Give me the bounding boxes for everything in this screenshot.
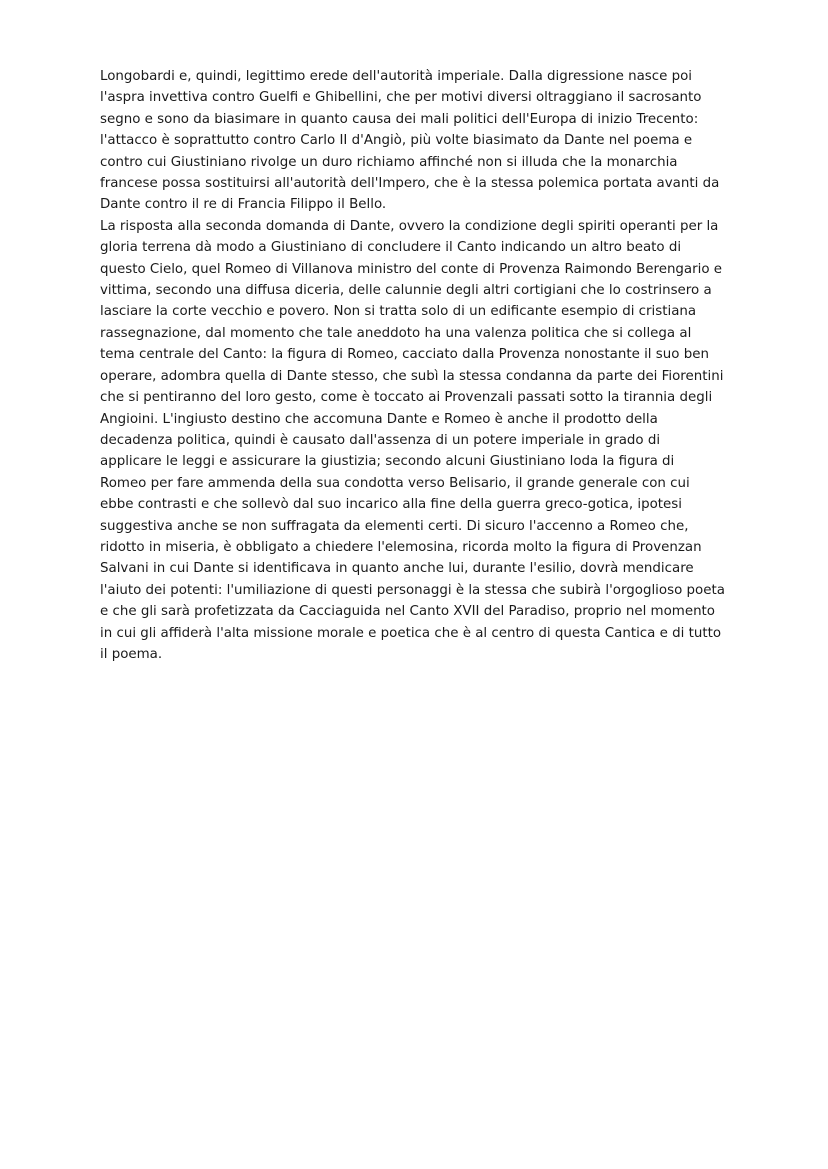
text-line: e che gli sarà profetizzata da Cacciaguida nel Canto XVII del Paradiso, proprio nel momento xyxy=(100,604,715,620)
text-line: che si pentiranno del loro gesto, come è toccato ai Provenzali passati sotto la tirannia degli xyxy=(100,390,713,406)
text-line: l'aiuto dei potenti: l'umiliazione di questi personaggi è la stessa che subirà l'orgoglioso poeta xyxy=(100,582,725,598)
text-line: tema centrale del Canto: la figura di Romeo, cacciato dalla Provenza nonostante il suo ben xyxy=(100,347,709,363)
text-line: Angioini. L'ingiusto destino che accomuna Dante e Romeo è anche il prodotto della xyxy=(100,411,658,427)
text-line: Salvani in cui Dante si identificava in quanto anche lui, durante l'esilio, dovrà mendicare xyxy=(100,561,694,577)
text-line: applicare le leggi e assicurare la giustizia; secondo alcuni Giustiniano loda la figura di xyxy=(100,454,675,470)
text-line: ebbe contrasti e che sollevò dal suo incarico alla fine della guerra greco-gotica, ipotesi xyxy=(100,497,682,513)
text-line: vittima, secondo una diffusa diceria, delle calunnie degli altri cortigiani che lo costrinsero a xyxy=(100,283,712,299)
text-line: contro cui Giustiniano rivolge un duro richiamo affinché non si illuda che la monarchia xyxy=(100,154,678,170)
text-line: decadenza politica, quindi è causato dall'assenza di un potere imperiale in grado di xyxy=(100,432,661,448)
text-line: suggestiva anche se non suffragata da elementi certi. Di sicuro l'accenno a Romeo che, xyxy=(100,518,689,534)
text-line: La risposta alla seconda domanda di Dante, ovvero la condizione degli spiriti operanti per la xyxy=(100,218,719,234)
body-text xyxy=(100,66,738,665)
text-line: l'attacco è soprattutto contro Carlo II d'Angiò, più volte biasimato da Dante nel poema e xyxy=(100,133,693,149)
text-line: Dante contro il re di Francia Filippo il Bello. xyxy=(100,197,387,213)
text-line: questo Cielo, quel Romeo di Villanova ministro del conte di Provenza Raimondo Berengario e xyxy=(100,261,723,277)
text-line: ridotto in miseria, è obbligato a chiedere l'elemosina, ricorda molto la figura di Provenzan xyxy=(100,539,702,555)
text-line: francese possa sostituirsi all'autorità dell'Impero, che è la stessa polemica portata avanti da xyxy=(100,176,720,192)
text-line: Romeo per fare ammenda della sua condotta verso Belisario, il grande generale con cui xyxy=(100,475,690,491)
text-line: in cui gli affiderà l'alta missione morale e poetica che è al centro di questa Cantica e di tutto xyxy=(100,625,722,641)
text-line: lasciare la corte vecchio e povero. Non si tratta solo di un edificante esempio di cristiana xyxy=(100,304,697,320)
text-line: Longobardi e, quindi, legittimo erede dell'autorità imperiale. Dalla digressione nasce poi xyxy=(100,69,693,84)
text-line: gloria terrena dà modo a Giustiniano di concludere il Canto indicando un altro beato di xyxy=(100,240,682,256)
text-line: rassegnazione, dal momento che tale aneddoto ha una valenza politica che si collega al xyxy=(100,325,692,341)
text-line: operare, adombra quella di Dante stesso, che subì la stessa condanna da parte dei Fiorentini xyxy=(100,368,724,384)
text-line: segno e sono da biasimare in quanto causa dei mali politici dell'Europa di inizio Trecento: xyxy=(100,111,699,127)
text-line: l'aspra invettiva contro Guelfi e Ghibellini, che per motivi diversi oltraggiano il sacrosanto xyxy=(100,90,702,106)
text-line: il poema. xyxy=(100,646,163,662)
